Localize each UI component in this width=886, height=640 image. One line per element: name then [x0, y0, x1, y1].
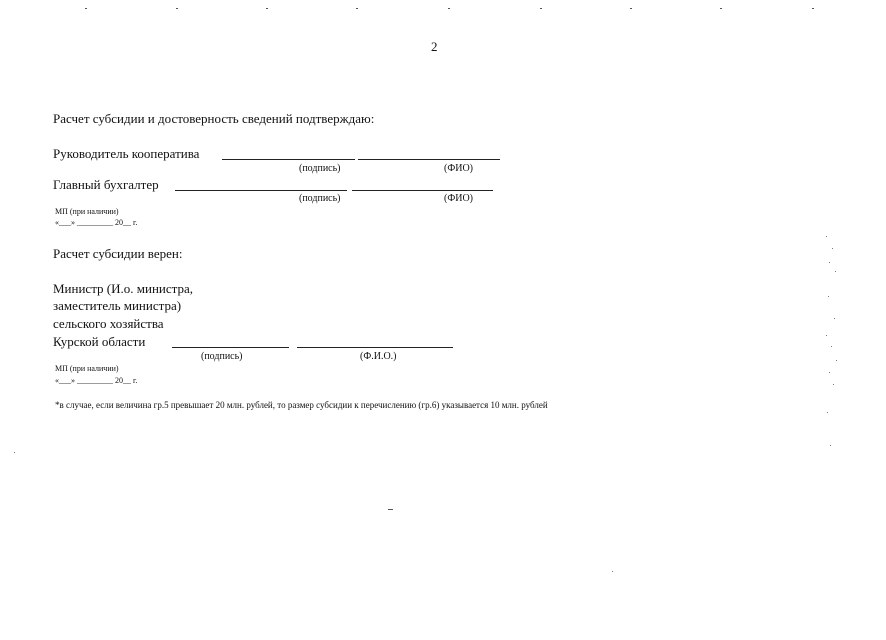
- minister-line: сельского хозяйства: [53, 316, 164, 331]
- confirm-heading: Расчет субсидии и достоверность сведений подтверждаю:: [53, 111, 375, 126]
- minister-line: Курской области: [53, 334, 146, 349]
- scan-speck: [835, 271, 836, 272]
- name-caption: (Ф.И.О.): [360, 351, 397, 362]
- scan-speck: [828, 296, 829, 297]
- name-line: [297, 347, 453, 348]
- scan-speck: [388, 509, 393, 510]
- scan-speck: [176, 8, 178, 9]
- scan-speck: [630, 8, 632, 9]
- correct-heading: Расчет субсидии верен:: [53, 246, 183, 261]
- stamp-mark: МП (при наличии): [55, 364, 119, 373]
- name-line: [358, 159, 500, 160]
- signature-line: [172, 347, 289, 348]
- scan-speck: [540, 8, 542, 9]
- scan-speck: [85, 8, 87, 9]
- signature-line: [222, 159, 355, 160]
- name-caption: (ФИО): [444, 163, 474, 174]
- scan-speck: [448, 8, 450, 9]
- scan-speck: [831, 346, 832, 347]
- footnote: *в случае, если величина гр.5 превышает 20 млн. рублей, то размер субсидии к перечислению (гр.6) указывается 10 млн. рублей: [55, 400, 548, 410]
- signature-caption: (подпись): [201, 351, 243, 362]
- scan-speck: [266, 8, 268, 9]
- scan-speck: [720, 8, 722, 9]
- scan-speck: [829, 372, 830, 373]
- signature-caption: (подпись): [299, 163, 341, 174]
- scan-speck: [836, 360, 837, 361]
- signature-caption: (подпись): [299, 193, 341, 204]
- page-number: 2: [431, 39, 438, 54]
- scan-speck: [827, 412, 828, 413]
- scan-speck: [833, 384, 834, 385]
- date-placeholder: «___» _________ 20__ г.: [55, 376, 138, 385]
- minister-line: Министр (И.о. министра,: [53, 281, 193, 296]
- scan-speck: [826, 236, 827, 237]
- minister-line: заместитель министра): [53, 298, 182, 313]
- scan-speck: [826, 335, 827, 336]
- name-caption: (ФИО): [444, 193, 474, 204]
- scan-speck: [812, 8, 814, 9]
- signature-line: [175, 190, 347, 191]
- name-line: [352, 190, 493, 191]
- scan-speck: [612, 571, 613, 572]
- signer-role-accountant: Главный бухгалтер: [53, 177, 159, 192]
- scan-speck: [829, 262, 830, 263]
- stamp-mark: МП (при наличии): [55, 207, 119, 216]
- signer-role-head: Руководитель кооператива: [53, 146, 200, 161]
- scan-speck: [832, 248, 833, 249]
- scan-speck: [830, 445, 831, 446]
- scan-speck: [834, 318, 835, 319]
- date-placeholder: «___» _________ 20__ г.: [55, 218, 138, 227]
- scan-speck: [14, 452, 15, 453]
- scan-speck: [356, 8, 358, 9]
